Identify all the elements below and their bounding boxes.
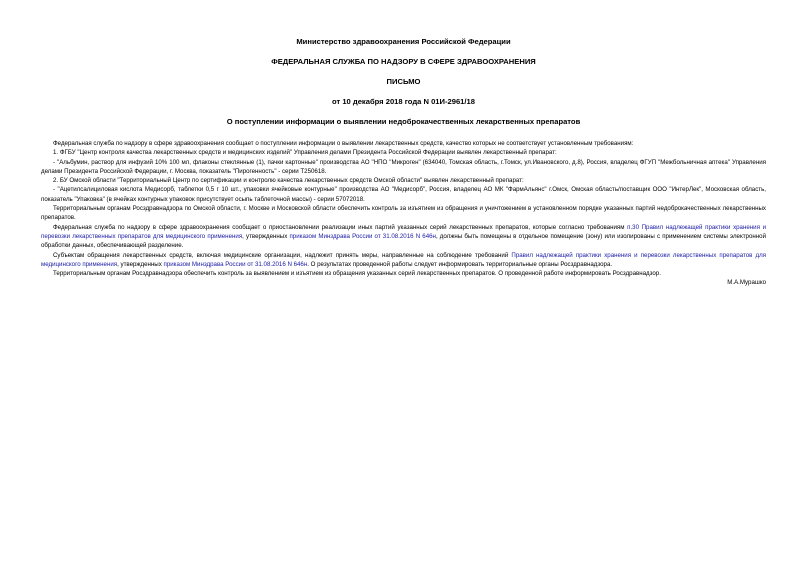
paragraph-item-2-drug: - "Ацетилсалициловая кислота Медисорб, таблетки 0,5 г 10 шт., упаковки ячейковые контурные" производства АО "Медисорб", Россия, владелец АО МК "ФармАльянс" г.Омск, Омская область/поставщик ООО "ИнтерЛек", Московская область, показатель "Упаковка" (в ячейках контурных упаковок присутствует осыпь таблеточной массы) - серии 57072018. xyxy=(41,186,766,203)
document-type: ПИСЬМО xyxy=(386,77,421,86)
suspension-text-1: Федеральная служба по надзору в сфере здравоохранения сообщает о приостановлении реализации иных партий указанных серий лекарственных препаратов, которые согласно требованиям xyxy=(53,223,628,231)
order-link[interactable]: приказом Минздрава России от 31.08.2016 N 646н xyxy=(289,232,436,240)
suspension-text-2: , утвержденных xyxy=(242,232,290,240)
document-date-number: от 10 декабря 2018 года N 01И-2961/18 xyxy=(332,97,475,106)
rules-link-2[interactable]: Правил надлежащей практики хранения и перевозки лекарственных препаратов для медицинского применения xyxy=(41,251,766,268)
subjects-text-2: , утвержденных xyxy=(117,260,164,268)
paragraph-territorial-order: Территориальным органам Росздравнадзора по Омской области, г. Москве и Московской области обеспечить контроль за изъятием из обращения и уничтожением в установленном порядке указанных партий недоброкачественных лекарственных препаратов. xyxy=(41,205,766,222)
paragraph-item-2: 2. БУ Омской области "Территориальный Центр по сертификации и контролю качества лекарственных средств Омской области" выявлен лекарственный препарат: xyxy=(53,177,524,185)
letter-body xyxy=(41,139,766,288)
paragraph-suspension xyxy=(41,223,766,251)
paragraph-control: Территориальным органам Росздравнадзора обеспечить контроль за выявлением и изъятием из обращения указанных серий лекарственных препаратов. О проведенной работе информировать Росздравнадзор. xyxy=(53,270,661,278)
paragraph-item-1: 1. ФГБУ "Центр контроля качества лекарственных средств и медицинских изделий" Управления делами Президента Российской Федерации выявлен лекарственный препарат: xyxy=(53,149,557,157)
signature: М.А.Мурашко xyxy=(727,279,766,287)
service-heading: ФЕДЕРАЛЬНАЯ СЛУЖБА ПО НАДЗОРУ В СФЕРЕ ЗДРАВООХРАНЕНИЯ xyxy=(271,57,536,66)
suspension-text-3: , должны быть помещены в отдельное помещение (зону) или изолированы с применением системы электронной обработки данных, обеспечивающей разделение. xyxy=(41,232,766,250)
order-link-2[interactable]: приказом Минздрава России от 31.08.2016 N 646н xyxy=(163,260,308,268)
paragraph-item-1-drug: - "Альбумин, раствор для инфузий 10% 100 мл, флаконы стеклянные (1), пачки картонные" производства АО "НПО "Микроген" (634040, Томская область, г.Томск, ул.Ивановского, д.8), Россия, владелец ФГУП "Межбольничная аптека" Управления делами Президента Российской Федерации, г. Москва, показатель "Пирогенность" - серии Т250618. xyxy=(41,158,766,175)
ministry-heading: Министерство здравоохранения Российской Федерации xyxy=(296,37,511,46)
rules-link[interactable]: п.30 Правил надлежащей практики хранения и перевозки лекарственных препаратов для медицинского применения xyxy=(41,223,767,240)
subjects-text-1: Субъектам обращения лекарственных средств, включая медицинские организации, надлежит принять меры, направленные на соблюдение требований xyxy=(53,251,512,259)
subjects-text-3: . О результатах проведенной работы следует информировать территориальные органы Росздравнадзора. xyxy=(307,260,613,268)
document-subject: О поступлении информации о выявлении недоброкачественных лекарственных препаратов xyxy=(226,117,581,126)
paragraph-subjects xyxy=(41,251,766,270)
paragraph-intro: Федеральная служба по надзору в сфере здравоохранения сообщает о поступлении информации о выявлении лекарственных средств, качество которых не соответствует установленным требованиям: xyxy=(53,140,634,147)
